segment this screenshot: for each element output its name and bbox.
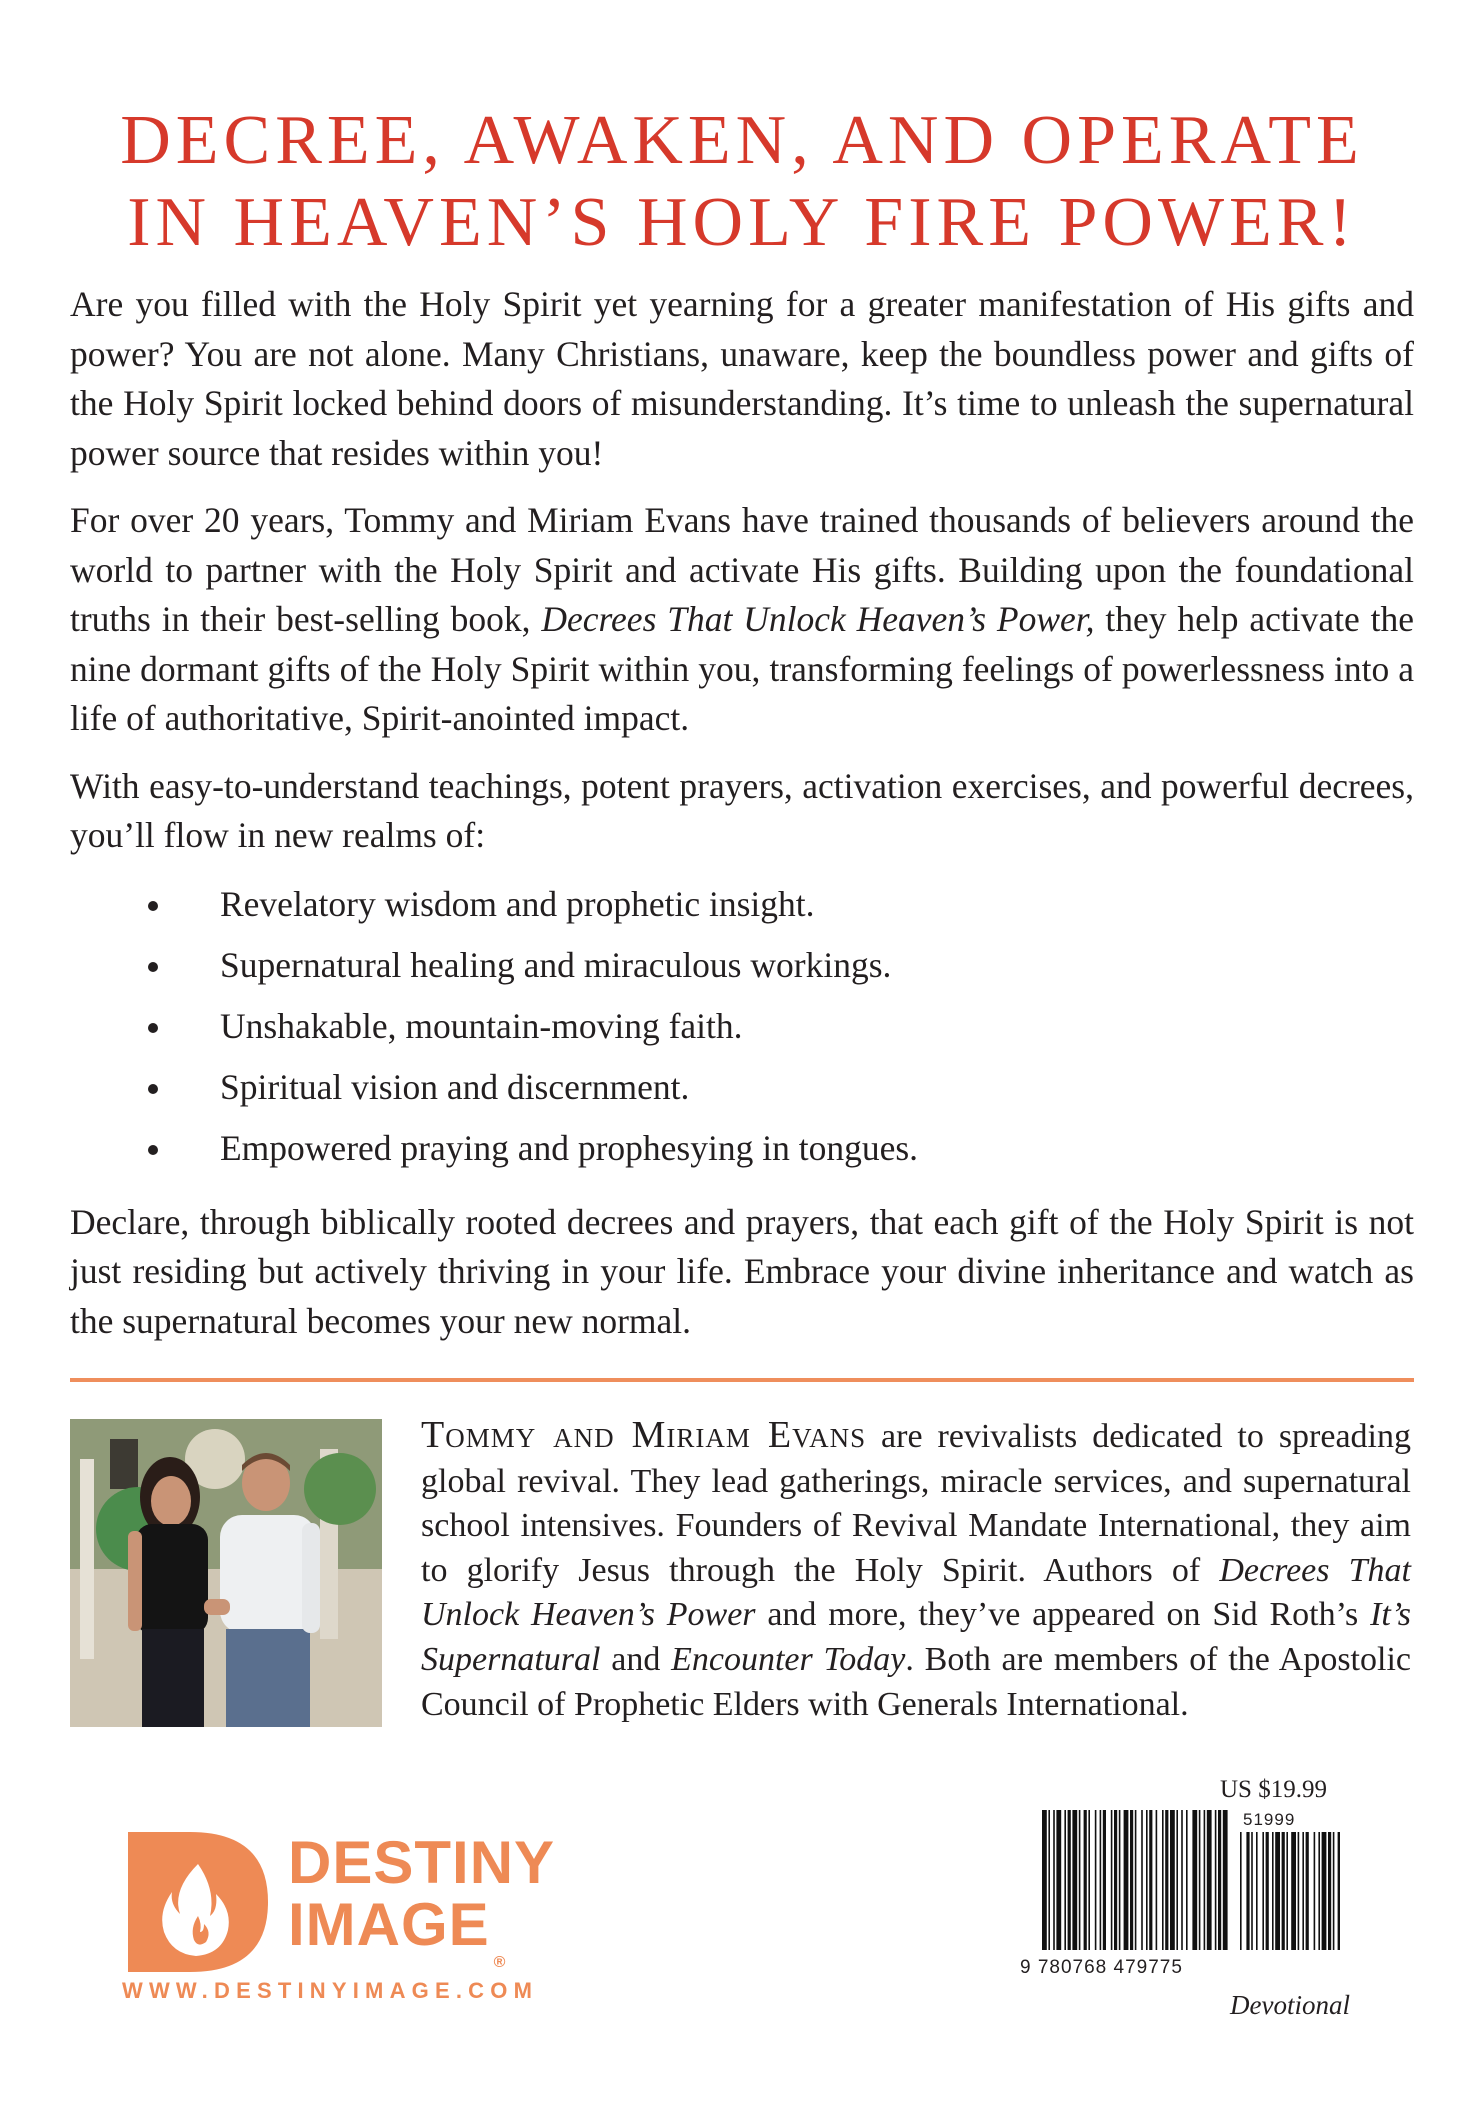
bio-text-2: and more, they’ve appeared on Sid Roth’s <box>755 1596 1371 1634</box>
bullet-icon <box>148 1145 158 1155</box>
barcode-bar <box>1149 1810 1152 1950</box>
barcode-bar <box>1068 1810 1071 1950</box>
barcode-addon-bar <box>1306 1832 1309 1950</box>
bullet-icon <box>148 962 158 972</box>
barcode-bar <box>1165 1810 1168 1950</box>
barcode-bar <box>1048 1810 1050 1950</box>
barcode-addon-bar <box>1298 1832 1300 1950</box>
barcode-bar <box>1218 1810 1221 1950</box>
list-item <box>70 1001 1414 1062</box>
book-title: Decrees That Unlock Heaven’s Power, <box>541 599 1095 639</box>
barcode-bar <box>1146 1810 1148 1950</box>
bio-show-1: It’s Supernatural <box>421 1596 1412 1678</box>
paragraph-declare: Declare, through biblically rooted decrees and prayers, that each gift of the Holy Spirit is not just residing but actively thriving in your life. Embrace your divine inheritance and watch as the supernatural becomes your new normal. <box>70 1201 1414 1341</box>
barcode-bar <box>1124 1810 1129 1950</box>
author-bio <box>421 1413 1411 1727</box>
barcode-bar <box>1119 1810 1121 1950</box>
barcode-addon-bar <box>1282 1832 1285 1950</box>
list-item-text: Supernatural healing and miraculous workings. <box>220 944 892 985</box>
paragraph-authors-text-1: For over 20 years, Tommy and Miriam Evans have trained thousands of believers around the world to partner with the Holy Spirit and activate His gifts. Building upon the foundational truths in their best-selling book, <box>70 500 1414 639</box>
barcode-addon-bar <box>1318 1832 1320 1950</box>
barcode-bar <box>1111 1810 1113 1950</box>
description <box>70 280 1414 1364</box>
barcode-bar <box>1223 1810 1228 1950</box>
barcode-bar <box>1064 1810 1066 1950</box>
barcode-addon-bar <box>1328 1832 1331 1950</box>
list-item-text: Unshakable, mountain-moving faith. <box>220 1005 743 1046</box>
publisher-name-line-1: DESTINY <box>288 1829 556 1896</box>
publisher-url: WWW.DESTINYIMAGE.COM <box>122 1978 539 2003</box>
barcode-bar <box>1130 1810 1133 1950</box>
headline-line-2: IN HEAVEN’S HOLY FIRE POWER! <box>127 184 1357 261</box>
registered-mark: ® <box>493 1954 507 1971</box>
barcode-bar <box>1186 1810 1188 1950</box>
flame-d-icon <box>120 1832 270 1972</box>
publisher-name-line-2 <box>288 1891 555 1971</box>
barcode-bar <box>1207 1810 1212 1950</box>
barcode-addon-bar <box>1291 1832 1296 1950</box>
price: US $19.99 <box>1220 1776 1327 1803</box>
barcode-bar <box>1181 1810 1183 1950</box>
paragraph-realms: With easy-to-understand teachings, potent prayers, activation exercises, and powerful decrees, you’ll flow in new realms of: <box>70 765 1414 855</box>
barcode-addon-bar <box>1333 1832 1335 1950</box>
barcode-bar <box>1072 1810 1077 1950</box>
barcode-addon-bar <box>1322 1832 1327 1950</box>
barcode-bar <box>1170 1810 1175 1950</box>
barcode-bar <box>1199 1810 1201 1950</box>
list-item <box>70 1123 1414 1184</box>
barcode-addon-bar <box>1314 1832 1316 1950</box>
paragraph-intro: Are you filled with the Holy Spirit yet yearning for a greater manifestation of His gifts and power? You are not alone. Many Christians, unaware, keep the boundless power and gifts of the Holy Spirit locked behind doors of misunderstanding. It’s time to unleash the supernatural power source that resides within you! <box>70 284 1414 473</box>
barcode-bar <box>1176 1810 1178 1950</box>
barcode-bar <box>1088 1810 1090 1950</box>
headline <box>0 100 1484 264</box>
barcode-addon-digits: 51999 <box>1243 1810 1296 1829</box>
publisher-logo <box>120 1829 560 1972</box>
barcode-bar <box>1215 1810 1217 1950</box>
list-item-text: Spiritual vision and discernment. <box>220 1066 690 1107</box>
barcode-addon-bar <box>1240 1832 1242 1950</box>
realms-list <box>70 879 1414 1184</box>
author-photo <box>70 1419 382 1727</box>
bullet-icon <box>148 1084 158 1094</box>
barcode-bar <box>1114 1810 1117 1950</box>
barcode-addon-bar <box>1256 1832 1258 1950</box>
barcode-addon-bar <box>1338 1832 1340 1950</box>
author-names: Tommy and Miriam Evans <box>421 1414 867 1456</box>
barcode <box>1040 1810 1340 1980</box>
barcode-bar <box>1056 1810 1061 1950</box>
barcode-bar <box>1100 1810 1102 1950</box>
barcode-bar <box>1156 1810 1158 1950</box>
list-item <box>70 879 1414 940</box>
barcode-addon-bar <box>1246 1832 1249 1950</box>
barcode-addon-bar <box>1302 1832 1304 1950</box>
list-item-text: Revelatory wisdom and prophetic insight. <box>220 883 815 924</box>
barcode-bar <box>1084 1810 1087 1950</box>
section-divider <box>70 1378 1414 1382</box>
bio-text-1: are revivalists dedicated to spreading global revival. They lead gatherings, miracle services, and supernatural school intensives. Founders of Revival Mandate International, they aim to glorify Jesus through the Holy Spirit. Authors of <box>421 1418 1412 1589</box>
barcode-addon-bar <box>1266 1832 1269 1950</box>
barcode-bar <box>1095 1810 1097 1950</box>
barcode-bar <box>1042 1810 1047 1950</box>
bullet-icon <box>148 1023 158 1033</box>
barcode-bar <box>1135 1810 1137 1950</box>
publisher-name-line-2-text: IMAGE <box>288 1891 490 1958</box>
barcode-bar <box>1141 1810 1143 1950</box>
list-item <box>70 940 1414 1001</box>
barcode-addon-bar <box>1262 1832 1264 1950</box>
barcode-addon-bar <box>1286 1832 1288 1950</box>
bio-book-title: Decrees That Unlock Heaven’s Power <box>421 1551 1411 1634</box>
barcode-isbn-digits: 9 780768 479775 <box>1020 1957 1183 1978</box>
bio-text-3: and <box>600 1640 672 1678</box>
barcode-bar <box>1204 1810 1206 1950</box>
barcode-bar <box>1053 1810 1055 1950</box>
barcode-addon-bar <box>1251 1832 1253 1950</box>
barcode-bar <box>1079 1810 1081 1950</box>
bio-show-2: Encounter Today <box>671 1640 906 1678</box>
bio-text-4: . Both are members of the Apostolic Council of Prophetic Elders with Generals International. <box>421 1640 1411 1723</box>
barcode-addon-bar <box>1275 1832 1280 1950</box>
barcode-bar <box>1192 1810 1197 1950</box>
category-label: Devotional <box>1230 1990 1350 2020</box>
headline-line-1: DECREE, AWAKEN, AND OPERATE <box>120 102 1364 179</box>
barcode-bar <box>1103 1810 1106 1950</box>
barcode-addon-bar <box>1272 1832 1274 1950</box>
paragraph-authors <box>70 496 1414 744</box>
publisher-name <box>288 1829 556 1971</box>
list-item <box>70 1062 1414 1123</box>
barcode-bar <box>1162 1810 1164 1950</box>
bullet-icon <box>148 901 158 911</box>
paragraph-authors-text-2: they help activate the nine dormant gifts of the Holy Spirit within you, transforming feelings of powerlessness into a life of authoritative, Spirit-anointed impact. <box>70 599 1414 738</box>
list-item-text: Empowered praying and prophesying in tongues. <box>220 1127 919 1168</box>
